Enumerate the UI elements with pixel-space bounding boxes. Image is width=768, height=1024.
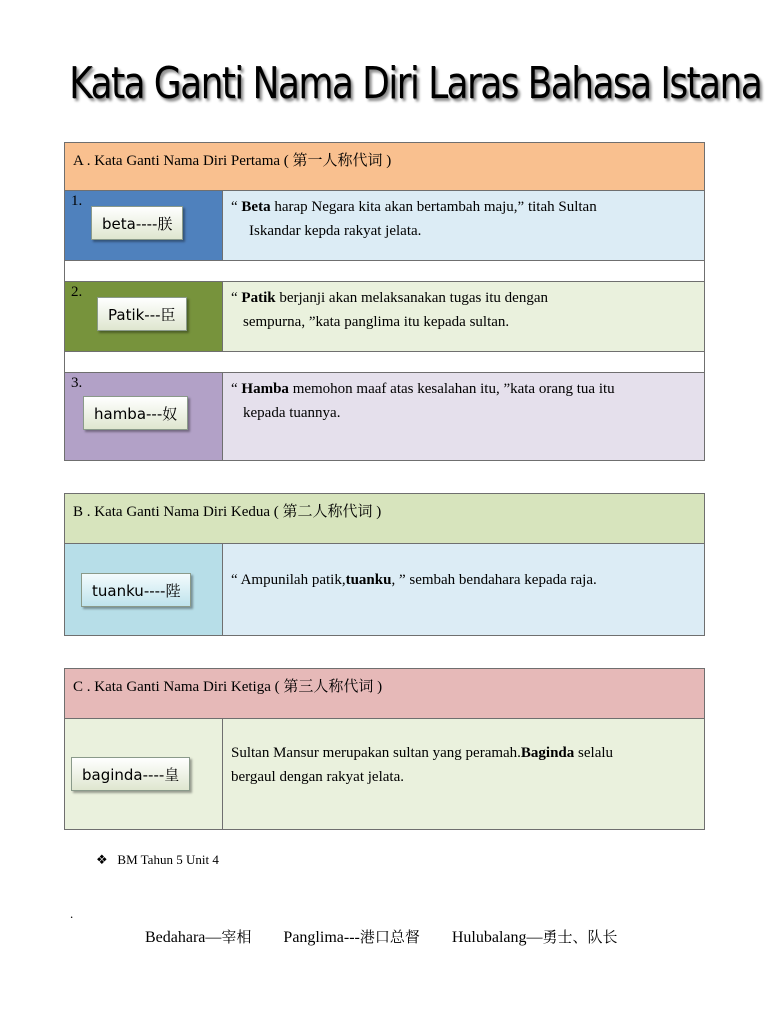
beta-button[interactable]: beta----朕 <box>91 206 183 240</box>
glossary-term-hulubalang: Hulubalang— <box>451 929 543 946</box>
row-2-number: 2. <box>71 284 83 300</box>
spacer-row <box>65 261 705 282</box>
row-b-text-before: “ Ampunilah patik, <box>231 572 346 588</box>
section-b-header <box>65 494 705 544</box>
row-1-text-line2: Iskandar kepda rakyat jelata. <box>249 223 422 239</box>
section-c-header <box>65 669 705 719</box>
row-c-text-after: selalu <box>574 745 614 761</box>
row-c-bold-word: Baginda <box>520 745 575 761</box>
section-b-table <box>64 493 705 636</box>
row-3-label-cell <box>65 373 223 461</box>
row-2-text: berjanji akan melaksanakan tugas itu dengan <box>275 290 548 306</box>
row-1-text-cell <box>223 191 705 261</box>
row-c-text-line2: bergaul dengan rakyat jelata. <box>231 769 404 785</box>
stray-dot: . <box>70 906 74 921</box>
section-b-header-cn: 第二人称代词 <box>282 502 373 520</box>
section-c-header-cn: 第三人称代词 <box>283 677 374 695</box>
section-a-header <box>65 143 705 191</box>
row-2-quote-open: “ <box>231 290 242 306</box>
row-3-text-line2: kepada tuannya. <box>243 405 341 421</box>
row-3-text: memohon maaf atas kesalahan itu, ”kata orang tua itu <box>288 381 615 397</box>
baginda-button[interactable]: baginda----皇 <box>71 757 190 791</box>
row-2-label-cell <box>65 282 223 352</box>
section-a-table <box>64 142 705 461</box>
section-c-table <box>64 668 705 830</box>
row-1-number: 1. <box>71 193 83 209</box>
row-1-quote-open: “ <box>231 199 242 215</box>
row-b-text-cell <box>223 544 705 636</box>
page-title: Kata Ganti Nama Diri Laras Bahasa Istana <box>69 58 762 109</box>
glossary-cn-hulubalang: 勇士、队长 <box>542 928 618 946</box>
row-3-text-cell <box>223 373 705 461</box>
spacer-row <box>65 352 705 373</box>
hamba-button[interactable]: hamba---奴 <box>83 396 188 430</box>
patik-button[interactable]: Patik---臣 <box>97 297 187 331</box>
source-note <box>96 852 219 868</box>
tuanku-button[interactable]: tuanku----陛 <box>81 573 191 607</box>
row-3-number: 3. <box>71 375 83 391</box>
section-a-header-close: ) <box>382 153 392 169</box>
row-b-label-cell <box>65 544 223 636</box>
glossary-term-bedahara: Bedahara— <box>145 929 222 946</box>
section-b-header-close: ) <box>372 504 382 520</box>
row-1-label-cell <box>65 191 223 261</box>
section-a-header-cn: 第一人称代词 <box>292 151 383 169</box>
row-c-text-cell <box>223 719 705 830</box>
source-note-text: BM Tahun 5 Unit 4 <box>117 852 219 867</box>
section-c-header-close: ) <box>373 679 383 695</box>
glossary-line <box>145 926 618 947</box>
row-1-text: harap Negara kita akan bertambah maju,” titah Sultan <box>270 199 597 215</box>
row-c-label-cell <box>65 719 223 830</box>
row-3-quote-open: “ <box>231 381 242 397</box>
row-2-text-line2: sempurna, ”kata panglima itu kepada sultan. <box>243 314 510 330</box>
diamond-bullet-icon: ❖ <box>96 852 108 867</box>
section-b-header-label: B . Kata Ganti Nama Diri Kedua ( <box>73 504 283 520</box>
glossary-cn-bedahara: 宰相 <box>221 928 252 946</box>
row-b-bold-word: tuanku <box>345 572 392 588</box>
row-2-bold-word: Patik <box>241 290 276 306</box>
row-b-text-after: , ” sembah bendahara kepada raja. <box>391 572 597 588</box>
glossary-term-panglima: Panglima--- <box>283 929 360 946</box>
section-a-header-label: A . Kata Ganti Nama Diri Pertama ( <box>73 153 293 169</box>
row-1-bold-word: Beta <box>241 199 271 215</box>
row-2-text-cell <box>223 282 705 352</box>
row-c-text-before: Sultan Mansur merupakan sultan yang peramah. <box>231 745 521 761</box>
row-3-bold-word: Hamba <box>241 381 289 397</box>
section-c-header-label: C . Kata Ganti Nama Diri Ketiga ( <box>73 679 284 695</box>
glossary-cn-panglima: 港口总督 <box>359 928 420 946</box>
